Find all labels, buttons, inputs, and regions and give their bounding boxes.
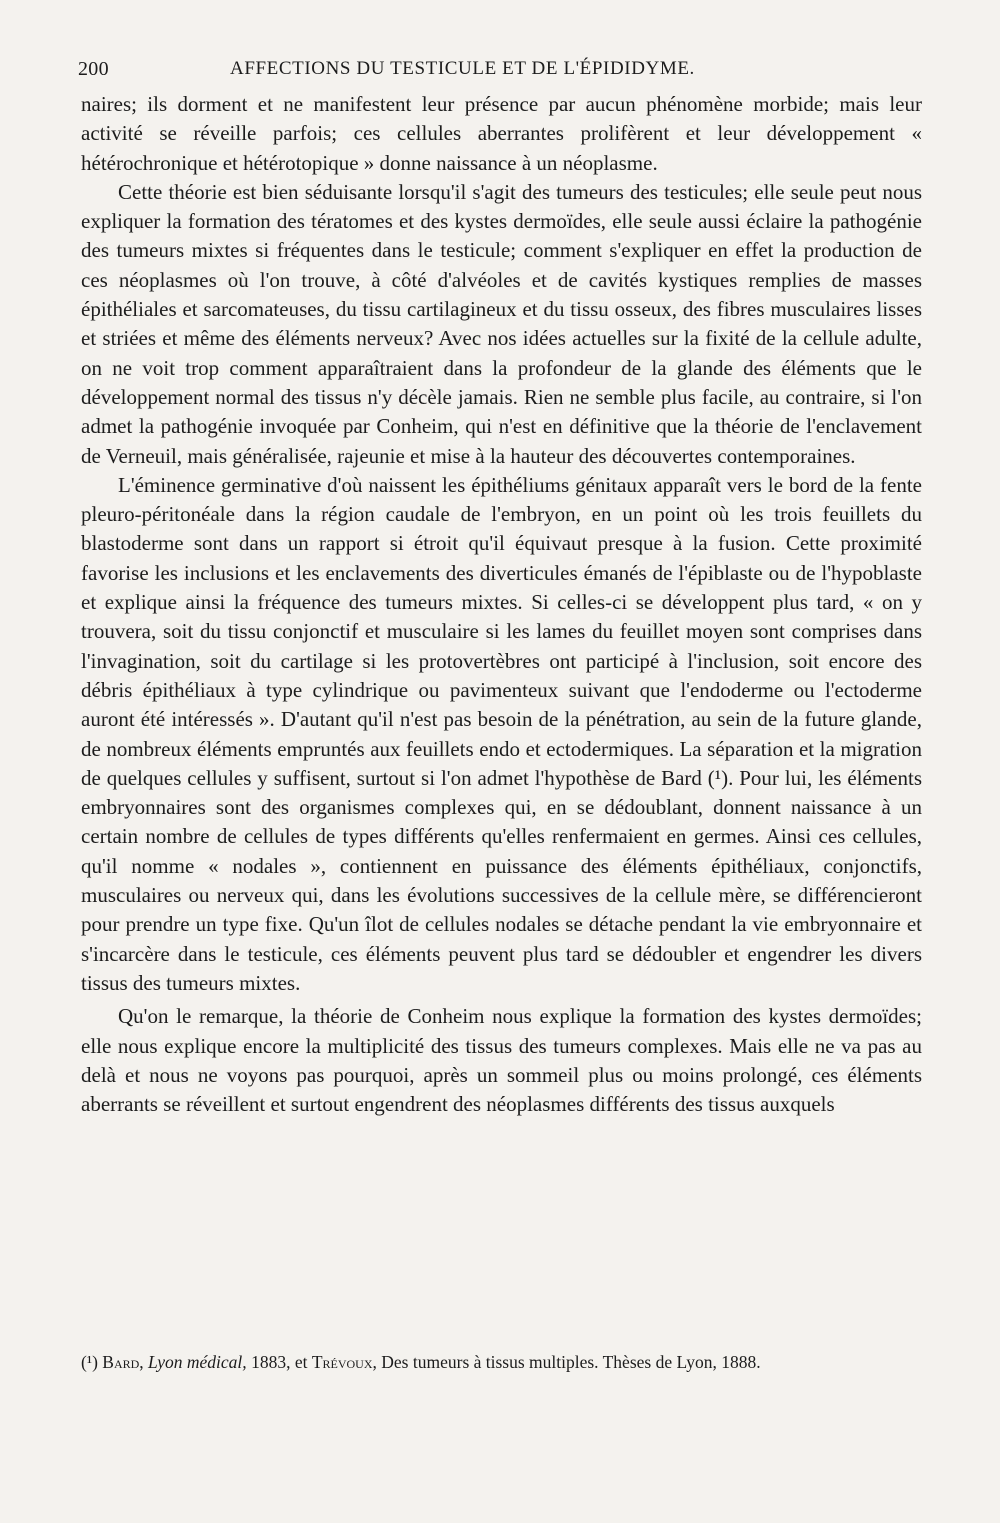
running-head: AFFECTIONS DU TESTICULE ET DE L'ÉPIDIDYME.: [230, 58, 695, 79]
paragraph-3: L'éminence germinative d'où naissent les épithéliums génitaux apparaît vers le bord de la fente pleuro-péritonéale dans la région caudale de l'embryon, en un point où les trois feuillets du blastoderme sont dans un rapport si étroit qu'il équivaut presque à la fusion. Cette proximité favorise les inclusions et les enclavements des diverticules émanés de l'épiblaste ou de l'hypoblaste et explique ainsi la fréquence des tumeurs mixtes. Si celles-ci se développent plus tard, « on y trouvera, soit du tissu conjonctif et musculaire si les lames du feuillet moyen sont comprises dans l'invagination, soit du cartilage si les protovertèbres ont participé à l'inclusion, soit encore des débris épithéliaux à type cylindrique ou pavimenteux suivant que l'endoderme ou l'ectoderme auront été intéressés ». D'autant qu'il n'est pas besoin de la pénétration, au sein de la future glande, de nombreux éléments empruntés aux feuillets endo et ectodermiques. La séparation et la migration de quelques cellules y suffisent, surtout si l'on admet l'hypothèse de Bard (¹). Pour lui, les éléments embryonnaires sont des organismes complexes qui, en se dédoublant, donnent naissance à un certain nombre de cellules de types différents qu'elles renfermaient en germes. Ainsi ces cellules, qu'il nomme « nodales », contiennent en puissance des éléments épithéliaux, conjonctifs, musculaires ou nerveux qui, dans les évolutions successives de la cellule mère, se différencieront pour prendre un type fixe. Qu'un îlot de cellules nodales se détache pendant la vie embryonnaire et s'incarcère dans le testicule, ces éléments peuvent plus tard se dédoubler et engendrer les divers tissus des tumeurs mixtes.: [81, 472, 922, 995]
footnote-year: 1883, et: [251, 1352, 308, 1372]
footnote-author-bard: Bard,: [102, 1352, 144, 1372]
footnote-journal: Lyon médical,: [148, 1352, 247, 1372]
paragraph-4: Qu'on le remarque, la théorie de Conheim nous explique la formation des kystes dermoïdes; elle nous explique encore la multiplicité des tissus des tumeurs complexes. Mais elle ne va pas au delà et nous ne voyons pas pourquoi, après un sommeil plus ou moins prolongé, ces éléments aberrants se réveillent et surtout engendrent des néoplasmes différents des tissus auxquels: [81, 1004, 922, 1117]
body-text: [81, 90, 922, 1119]
footnote-rest: Des tumeurs à tissus multiples. Thèses de Lyon, 1888.: [381, 1352, 761, 1372]
paragraph-2: Cette théorie est bien séduisante lorsqu'il s'agit des tumeurs des testicules; elle seule peut nous expliquer la formation des tératomes et des kystes dermoïdes, elle seule aussi éclaire la pathogénie des tumeurs mixtes si fréquentes dans le testicule; comment s'expliquer en effet la production de ces néoplasmes où l'on trouve, à côté d'alvéoles et de cavités kystiques remplies de masses épithéliales et sarcomateuses, du tissu cartilagineux et du tissu osseux, des fibres musculaires lisses et striées et même des éléments nerveux? Avec nos idées actuelles sur la fixité de la cellule adulte, on ne voit trop comment apparaîtraient dans la profondeur de la glande des éléments que le développement normal des tissus n'y décèle jamais. Rien ne semble plus facile, au contraire, si l'on admet la pathogénie invoquée par Conheim, qui n'est en définitive que la théorie de l'enclavement de Verneuil, mais généralisée, rajeunie et mise à la hauteur des découvertes contemporaines.: [81, 179, 922, 468]
footnote-marker: (¹): [81, 1352, 98, 1372]
paragraph-1: naires; ils dorment et ne manifestent leur présence par aucun phénomène morbide; mais leur activité se réveille parfois; ces cellules aberrantes prolifèrent et leur développement « hétérochronique et hétérotopique » donne naissance à un néoplasme.: [81, 92, 922, 175]
footnote-author-trevoux: Trévoux,: [311, 1352, 377, 1372]
footnote: [81, 1350, 922, 1375]
page-number: 200: [78, 58, 109, 80]
page-header: [78, 58, 925, 84]
